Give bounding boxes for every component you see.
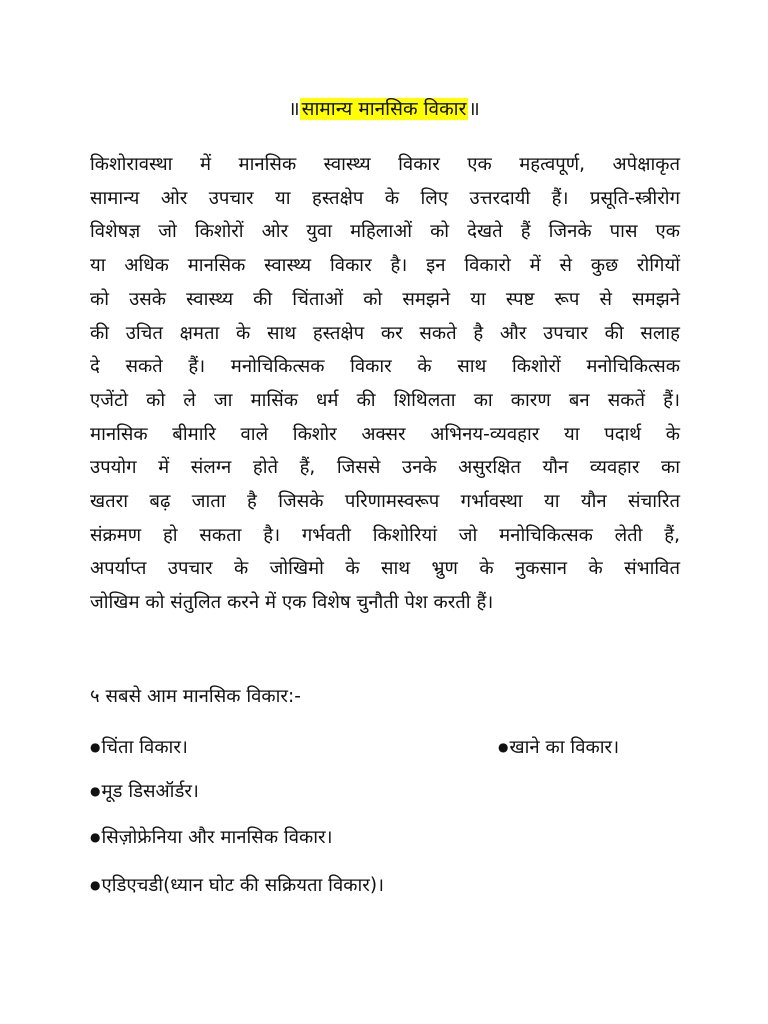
bullet-icon: ● [498,740,509,754]
paragraph-line: की उचित क्षमता के साथ हस्तक्षेप कर सकते है और उपचार की सलाह [90,322,680,344]
list-item-label: मूड डिसऑर्डर। [101,781,199,802]
paragraph-line: मानसिक बीमारि वाले किशोर अक्सर अभिनय-व्यवहार या पदार्थ के [90,423,680,445]
title-highlight: सामान्य मानसिक विकार [301,98,467,120]
body-paragraph [90,148,680,620]
paragraph-line: दे सकते हैं। मनोचिकित्सक विकार के साथ किशोरों मनोचिकित्सक [90,356,680,378]
paragraph-line: खतरा बढ़ जाता है जिसके परिणामस्वरूप गर्भावस्था या यौन संचारित [90,491,680,513]
list-heading: ५ सबसे आम मानसिक विकार:- [90,686,301,707]
bullet-icon: ● [90,784,101,798]
list-item-label: खाने का विकार। [509,737,620,758]
list-item-label: एडिएचडी(ध्यान घोट की सक्रियता विकार)। [101,875,385,896]
list-item-label: सिज़ोफ्रेनिया और मानसिक विकार। [101,827,333,848]
paragraph-line: किशोरावस्था में मानसिक स्वास्थ्य विकार एक महत्वपूर्ण, अपेक्षाकृत [90,154,680,175]
list-item-eating [498,733,619,762]
bullet-icon: ● [90,740,101,754]
title-suffix: ॥ [468,98,480,120]
list-item-label: चिंता विकार। [101,737,188,758]
list-item-anxiety [90,733,188,762]
bullet-icon: ● [90,830,101,844]
list-item-schizophrenia [90,823,333,852]
paragraph-line: को उसके स्वास्थ्य की चिंताओं को समझने या स्पष्ट रूप से समझने [90,288,680,310]
paragraph-line: या अधिक मानसिक स्वास्थ्य विकार है। इन विकारो में से कुछ रोगियों [90,255,680,277]
list-item-adhd [90,871,384,900]
paragraph-line: जोखिम को संतुलित करने में एक विशेष चुनौती पेश करती हैं। [90,592,494,614]
paragraph-line: अपर्याप्त उपचार के जोखिमो के साथ भ्रुण के नुकसान के संभावित [90,558,680,580]
bullet-icon: ● [90,878,101,892]
paragraph-line: एजेंटो को ले जा मासिंक धर्म की शिथिलता का कारण बन सकतें हैं। [90,389,680,411]
paragraph-line: उपयोग में संलग्न होते हैं, जिससे उनके असुरक्षित यौन व्यवहार का [90,457,680,479]
paragraph-line: विशेषज्ञ जो किशोरों ओर युवा महिलाओं को देखते हैं जिनके पास एक [90,221,680,243]
document-title [0,95,768,123]
title-prefix: ॥ [288,98,300,120]
paragraph-line: संक्रमण हो सकता है। गर्भवती किशोरियां जो मनोचिकित्सक लेती हैं, [90,524,680,546]
paragraph-line: सामान्य ओर उपचार या हस्तक्षेप के लिए उत्तरदायी हैं। प्रसूति-स्त्रीरोग [90,187,680,209]
list-item-mood [90,777,199,806]
